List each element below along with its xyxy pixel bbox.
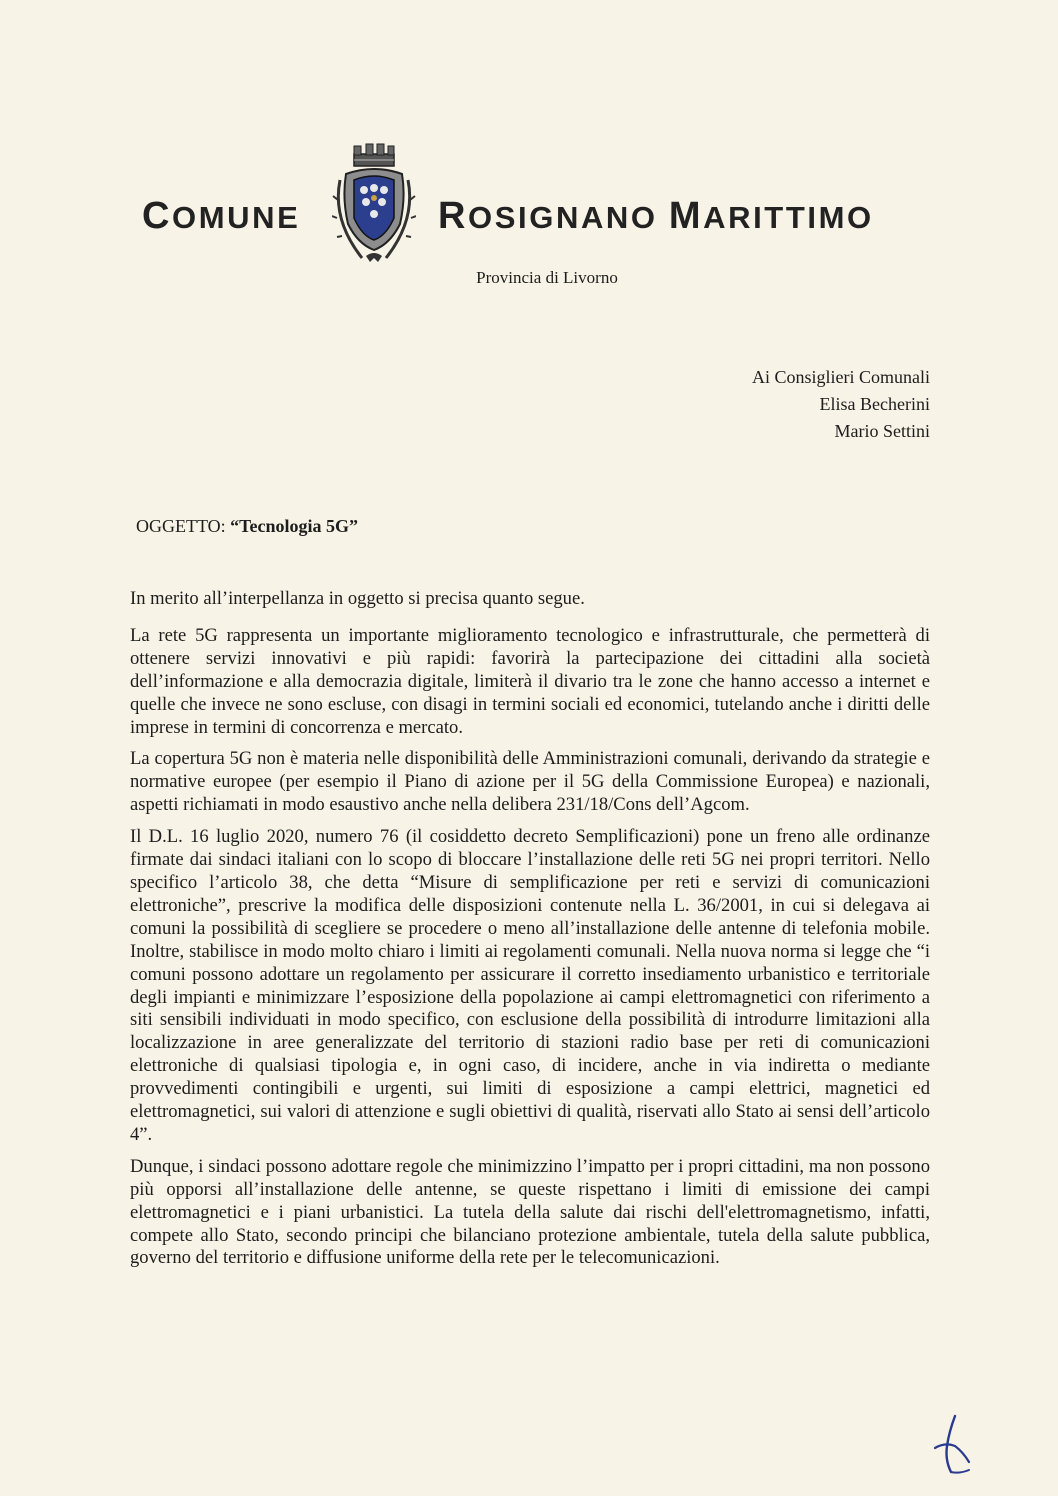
recipients-block — [752, 364, 930, 445]
recipient-line: Mario Settini — [834, 421, 930, 441]
body-paragraph: La rete 5G rappresenta un importante miglioramento tecnologico e infrastrutturale, che permetterà di ottenere servizi innovativi e più rapidi: favorirà la partecipazione dei cittadini alla società dell’informazione e alla democrazia digitale, limiterà il divario tra le zone che hanno accesso a internet e quelle che invece ne sono escluse, con disagi in termini sociali ed economici, tutelando anche i diritti delle imprese in termini di concorrenza e mercato. — [130, 624, 930, 738]
coat-of-arms-icon — [332, 140, 416, 264]
recipient-line: Ai Consiglieri Comunali — [752, 367, 930, 387]
letter-body — [130, 588, 930, 1279]
subject-title: “Tecnologia 5G” — [230, 516, 359, 536]
province-line: Provincia di Livorno — [476, 268, 618, 287]
body-paragraph: Il D.L. 16 luglio 2020, numero 76 (il cosiddetto decreto Semplificazioni) pone un freno alle ordinanze firmate dai sindaci italiani con lo scopo di bloccare l’installazione delle reti 5G nei propri territori. Nello specifico l’articolo 38, che detta “Misure di semplificazione per reti e servizi di comunicazioni elettroniche”, prescrive la modifica delle disposizioni contenute nella L. 36/2001, in cui si delegava ai comuni la possibilità di scegliere se procedere o meno all’installazione delle antenne di telefonia mobile. Inoltre, stabilisce in modo molto chiaro i limiti ai regolamenti comunali. Nella nuova norma si legge che “i comuni possono adottare un regolamento per assicurare il corretto insediamento urbanistico e territoriale degli impianti e minimizzare l’esposizione della popolazione ai campi elettromagnetici con riferimento a siti sensibili individuati in modo specifico, con esclusione della possibilità di introdurre limitazioni alla localizzazione in aree generalizzate del territorio di stazioni radio base per reti di comunicazioni elettroniche di qualsiasi tipologia e, in ogni caso, di incidere, anche in via indiretta o mediante provvedimenti contingibili e urgenti, sui limiti di esposizione a campi elettrici, magnetici ed elettromagnetici, sui valori di attenzione e sugli obiettivi di qualità, riservati allo Stato ai sensi dell’articolo 4”. — [130, 826, 930, 1145]
body-paragraph: La copertura 5G non è materia nelle disponibilità delle Amministrazioni comunali, derivando da strategie e normative europee (per esempio il Piano di azione per il 5G della Commissione Europea) e nazionali, aspetti richiamati in modo esaustivo anche nella delibera 231/18/Cons dell’Agcom. — [130, 748, 930, 816]
handwritten-initial-mark — [925, 1412, 975, 1478]
body-paragraph: Dunque, i sindaci possono adottare regole che minimizzino l’impatto per i propri cittadini, ma non possono più opporsi all’installazione delle antenne, se queste rispettano i limiti di emissione dei campi elettromagnetici e i piani urbanistici. La tutela della salute dai rischi dell'elettromagnetismo, infatti, compete allo Stato, secondo principi che bilanciano protezione ambientale, tutela della salute pubblica, governo del territorio e diffusione uniforme della rete per le telecomunicazioni. — [130, 1155, 930, 1269]
letterhead-rosignano-marittimo: ROSIGNANO MARITTIMO — [438, 195, 874, 237]
body-paragraph: In merito all’interpellanza in oggetto si precisa quanto segue. — [130, 588, 585, 609]
recipient-line: Elisa Becherini — [819, 394, 930, 414]
letterhead-comune: COMUNE — [142, 195, 301, 237]
subject-line — [136, 516, 358, 537]
subject-label: OGGETTO: — [136, 516, 226, 536]
letterhead — [136, 140, 926, 270]
